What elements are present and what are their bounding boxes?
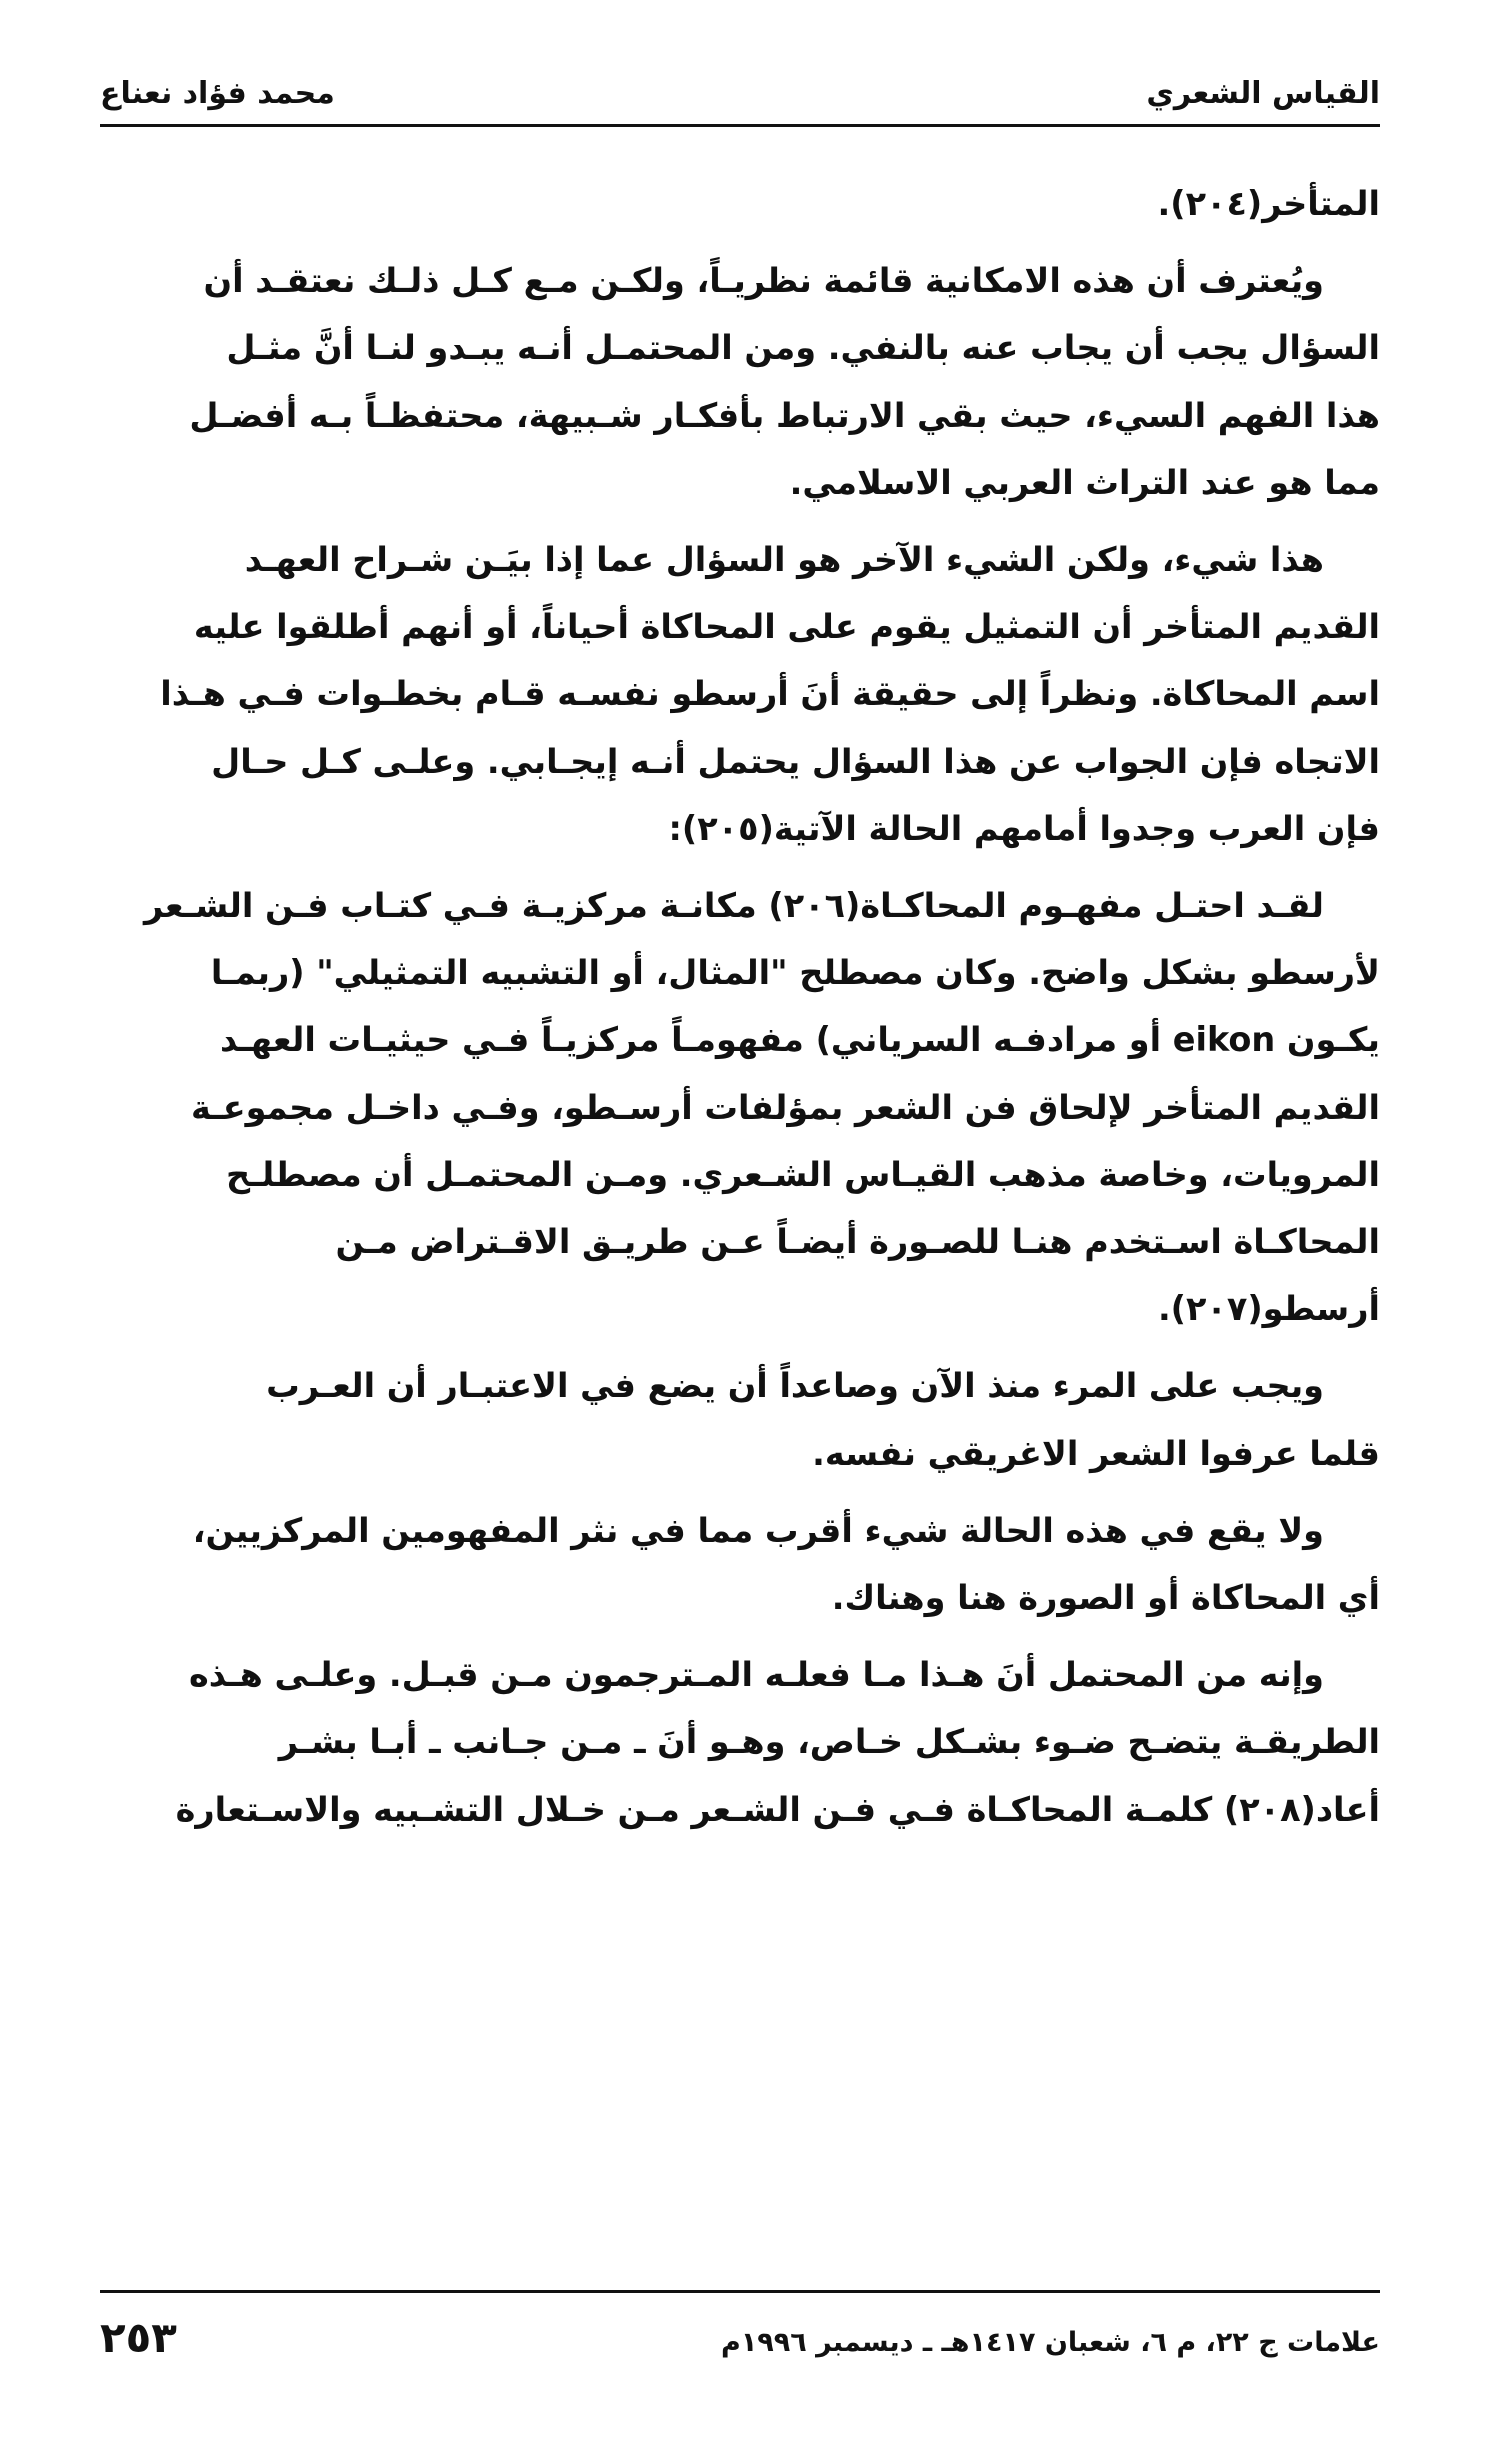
author-name: محمد فؤاد نعناع [100,76,335,111]
paragraph-continuation: المتأخر(٢٠٤). [1157,184,1380,223]
paragraph: ويُعترف أن هذه الامكانية قائمة نظريـاً، ولكـن مـع كـل ذلـك نعتقـد أن السؤال يجب أن يجاب عنه بالنفي. ومن المحتمـل أنـه يبـدو لنـا أنَّ مثـل هذا الفهم السيء، حيث بقي الارتباط بأفكـار شـبيهة، محتفظـاً بـه أفضـل مما هو عند التراث العربي الاسلامي. [189,261,1380,502]
paragraph: وإنه من المحتمل أنَ هـذا مـا فعلـه المـترجمون مـن قبـل. وعلـى هـذه الطريقـة يتضـح ضـوء بشـكل خـاص، وهـو أنَ ـ مـن جـانب ـ أبـا بشـر أعاد(٢٠٨) كلمـة المحاكـاة فـي فـن الشـعر مـن خـلال التشـبيه والاسـتعارة [175,1655,1380,1829]
page-number: ٢٥٣ [100,2313,177,2362]
page-footer [100,2290,1380,2362]
running-header [100,68,1380,127]
paragraph: ولا يقع في هذه الحالة شيء أقرب مما في نثر المفهومين المركزيين، أي المحاكاة أو الصورة هنا وهناك. [192,1510,1380,1618]
book-title: القياس الشعري [1146,76,1380,111]
paragraph: هذا شيء، ولكن الشيء الآخر هو السؤال عما إذا بيَـن شـراح العهـد القديم المتأخر أن التمثيل يقوم على المحاكاة أحياناً، أو أنهم أطلقوا عليه اسم المحاكاة. ونظراً إلى حقيقة أنَ أرسطو نفسـه قـام بخطـوات فـي هـذا الاتجاه فإن الجواب عن هذا السؤال يحتمل أنـه إيجـابي. وعلـى كـل حـال فإن العرب وجدوا أمامهم الحالة الآتية(٢٠٥): [160,540,1380,848]
paragraph: لقـد احتـل مفهـوم المحاكـاة(٢٠٦) مكانـة مركزيـة فـي كتـاب فـن الشـعر لأرسطو بشكل واضح. وكان مصطلح "المثال، أو التشبيه التمثيلي" (ربمـا يكـون eikon أو مرادفـه السرياني) مفهومـاً مركزيـاً فـي حيثيـات العهـد القديم المتأخر لإلحاق فن الشعر بمؤلفات أرسـطو، وفـي داخـل مجموعـة المرويات، وخاصة مذهب القيـاس الشـعري. ومـن المحتمـل أن مصطلـح المحاكـاة اسـتخدم هنـا للصـورة أيضـاً عـن طريـق الاقـتراض مـن أرسطو(٢٠٧). [144,886,1380,1329]
page-body [108,170,1380,2274]
journal-issue-info: علامات ج ٢٢، م ٦، شعبان ١٤١٧هـ ـ ديسمبر ١٩٩٦م [721,2327,1380,2358]
paragraph: ويجب على المرء منذ الآن وصاعداً أن يضع في الاعتبـار أن العـرب قلما عرفوا الشعر الاغريقي نفسه. [266,1366,1380,1473]
